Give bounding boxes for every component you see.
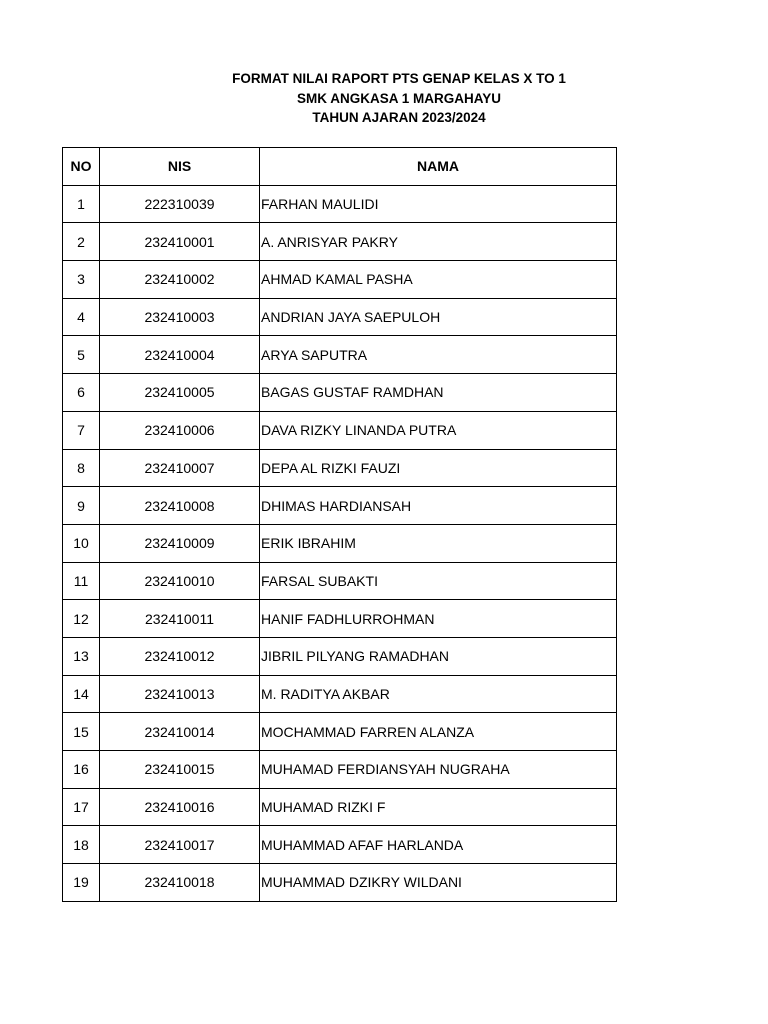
student-name: MUHAMMAD AFAF HARLANDA [260,826,617,864]
table-row [63,223,617,261]
row-number: 1 [63,185,100,223]
academic-year: TAHUN AJARAN 2023/2024 [312,110,486,125]
row-number: 3 [63,261,100,299]
student-name: FARHAN MAULIDI [260,185,617,223]
table-row [63,864,617,902]
student-name: ARYA SAPUTRA [260,336,617,374]
table-row [63,336,617,374]
student-name: MUHAMAD FERDIANSYAH NUGRAHA [260,751,617,789]
student-name: DAVA RIZKY LINANDA PUTRA [260,411,617,449]
table-row [63,487,617,525]
student-name: FARSAL SUBAKTI [260,562,617,600]
row-number: 10 [63,524,100,562]
row-number: 13 [63,637,100,675]
row-number: 19 [63,864,100,902]
student-name: M. RADITYA AKBAR [260,675,617,713]
student-nis: 232410016 [100,788,260,826]
column-header-nama: NAMA [260,148,617,186]
table-row [63,374,617,412]
school-name: SMK ANGKASA 1 MARGAHAYU [296,90,502,106]
table-row [63,298,617,336]
student-nis: 232410017 [100,826,260,864]
row-number: 6 [63,374,100,412]
student-name: DHIMAS HARDIANSAH [260,487,617,525]
student-nis: 232410007 [100,449,260,487]
student-name: DEPA AL RIZKI FAUZI [260,449,617,487]
student-nis: 222310039 [100,185,260,223]
row-number: 4 [63,298,100,336]
table-row [63,185,617,223]
student-name: HANIF FADHLURROHMAN [260,600,617,638]
table-row [63,600,617,638]
student-nis: 232410003 [100,298,260,336]
row-number: 14 [63,675,100,713]
table-row [63,261,617,299]
student-nis: 232410012 [100,637,260,675]
row-number: 12 [63,600,100,638]
row-number: 18 [63,826,100,864]
table-row [63,788,617,826]
student-name: ANDRIAN JAYA SAEPULOH [260,298,617,336]
table-row [63,411,617,449]
column-header-nis: NIS [100,148,260,186]
student-name: MUHAMAD RIZKI F [260,788,617,826]
student-name: AHMAD KAMAL PASHA [260,261,617,299]
student-name: A. ANRISYAR PAKRY [260,223,617,261]
student-nis: 232410002 [100,261,260,299]
row-number: 8 [63,449,100,487]
row-number: 15 [63,713,100,751]
document-header [62,69,736,128]
row-number: 16 [63,751,100,789]
student-name: MUHAMMAD DZIKRY WILDANI [260,864,617,902]
row-number: 7 [63,411,100,449]
row-number: 2 [63,223,100,261]
student-nis: 232410005 [100,374,260,412]
student-nis: 232410014 [100,713,260,751]
student-nis: 232410004 [100,336,260,374]
student-nis: 232410001 [100,223,260,261]
student-nis: 232410008 [100,487,260,525]
student-nis: 232410018 [100,864,260,902]
table-header-row [63,148,617,186]
student-name: ERIK IBRAHIM [260,524,617,562]
student-name: BAGAS GUSTAF RAMDHAN [260,374,617,412]
row-number: 11 [63,562,100,600]
table-row [63,449,617,487]
table-body [63,185,617,901]
row-number: 9 [63,487,100,525]
table-row [63,675,617,713]
student-nis: 232410015 [100,751,260,789]
student-nis: 232410010 [100,562,260,600]
row-number: 17 [63,788,100,826]
student-nis: 232410013 [100,675,260,713]
table-row [63,826,617,864]
table-row [63,524,617,562]
student-name: JIBRIL PILYANG RAMADHAN [260,637,617,675]
student-nis: 232410006 [100,411,260,449]
column-header-no: NO [63,148,100,186]
table-row [63,713,617,751]
table-row [63,637,617,675]
table-row [63,751,617,789]
student-name: MOCHAMMAD FARREN ALANZA [260,713,617,751]
student-nis: 232410011 [100,600,260,638]
student-table [62,147,617,902]
row-number: 5 [63,336,100,374]
document-title: FORMAT NILAI RAPORT PTS GENAP KELAS X TO 1 [232,71,566,86]
table-row [63,562,617,600]
student-nis: 232410009 [100,524,260,562]
